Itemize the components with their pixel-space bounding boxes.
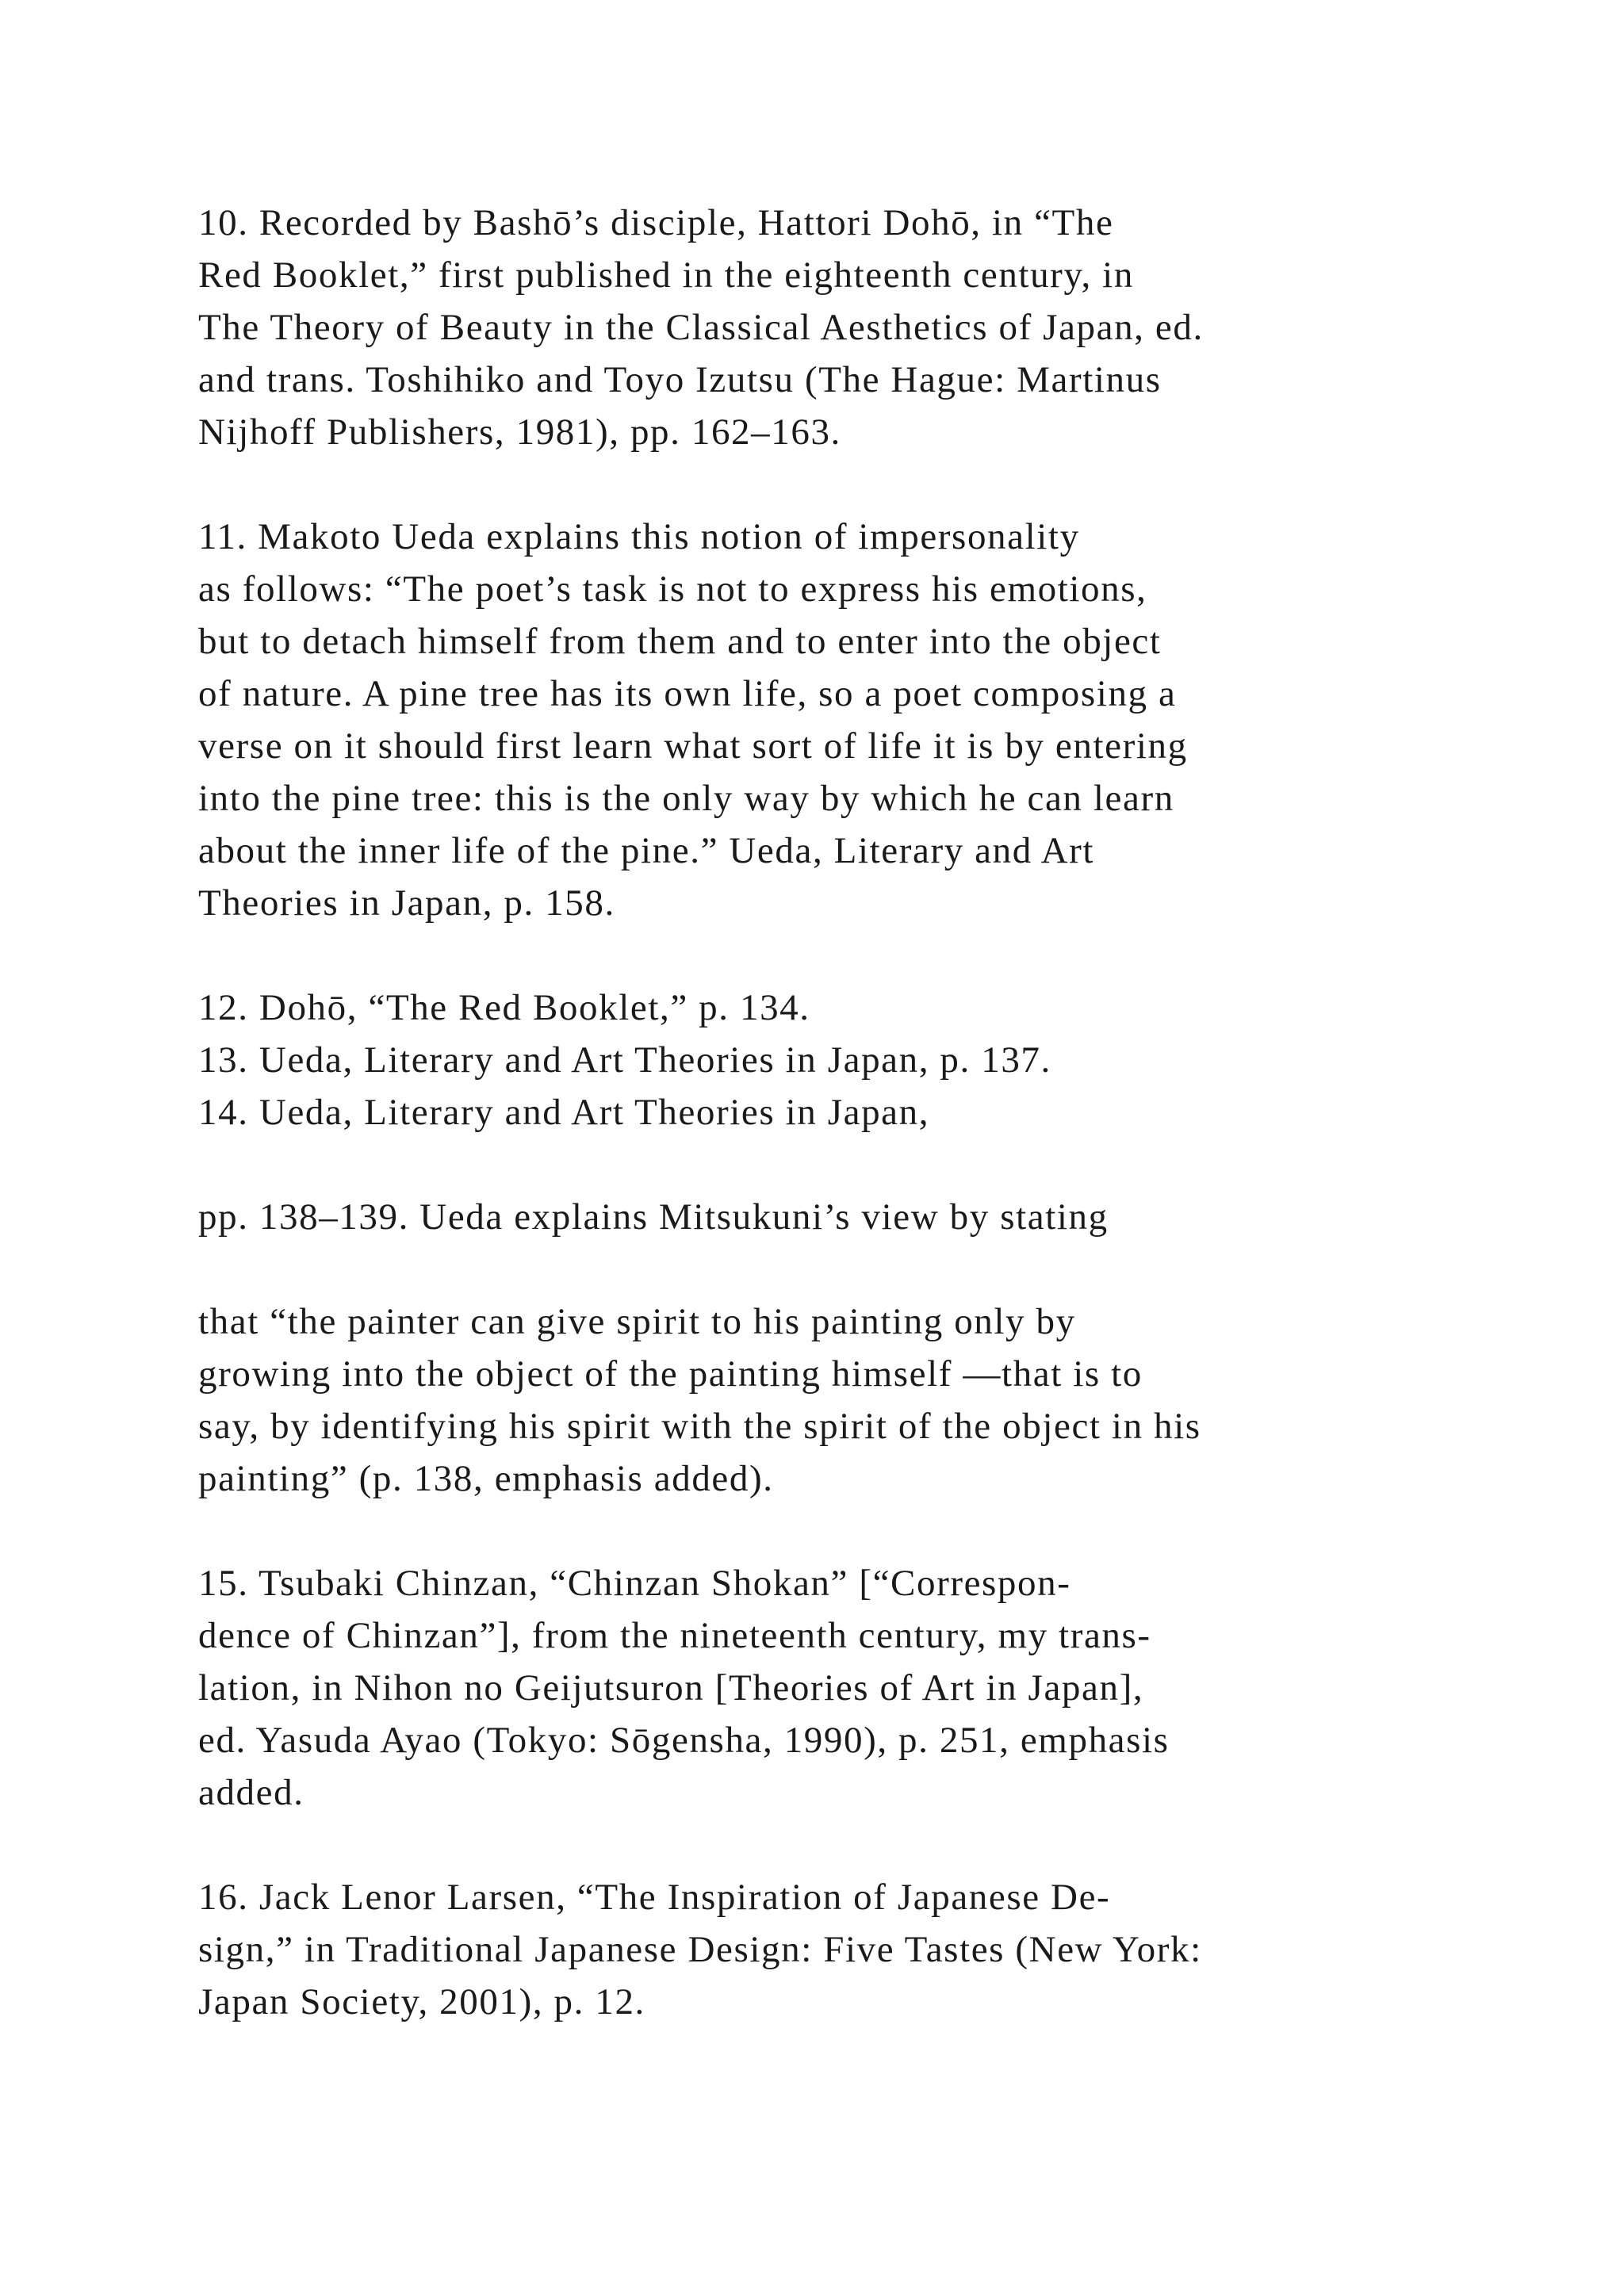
text-line: 10. Recorded by Bashō’s disciple, Hattori Dohō, in “The [198, 202, 1114, 243]
paragraph-gap [198, 1819, 1435, 1871]
text-line: 16. Jack Lenor Larsen, “The Inspiration of Japanese De- [198, 1877, 1111, 1918]
endnotes-block [198, 197, 1435, 2028]
text-line: but to detach himself from them and to enter into the object [198, 621, 1162, 662]
endnote-10 [198, 197, 1435, 458]
text-line: Theories in Japan, p. 158. [198, 882, 615, 924]
text-line: about the inner life of the pine.” Ueda, Literary and Art [198, 830, 1095, 871]
text-line: verse on it should first learn what sort of life it is by entering [198, 725, 1188, 767]
endnotes-12-14 [198, 982, 1435, 1138]
text-line: 12. Dohō, “The Red Booklet,” p. 134. [198, 987, 810, 1028]
paragraph-gap [198, 929, 1435, 982]
paragraph-gap [198, 1505, 1435, 1557]
paragraph-gap [198, 458, 1435, 511]
text-line: 14. Ueda, Literary and Art Theories in Japan, [198, 1092, 930, 1133]
text-line: dence of Chinzan”], from the nineteenth century, my trans- [198, 1615, 1151, 1656]
text-line: ed. Yasuda Ayao (Tokyo: Sōgensha, 1990), p. 251, emphasis [198, 1720, 1170, 1761]
text-line: The Theory of Beauty in the Classical Aesthetics of Japan, ed. [198, 307, 1204, 348]
text-line: painting” (p. 138, emphasis added). [198, 1458, 774, 1499]
text-line: as follows: “The poet’s task is not to express his emotions, [198, 568, 1147, 610]
text-line: 13. Ueda, Literary and Art Theories in Japan, p. 137. [198, 1039, 1051, 1081]
text-line: 15. Tsubaki Chinzan, “Chinzan Shokan” [“Correspon- [198, 1563, 1071, 1604]
text-line: Nijhoff Publishers, 1981), pp. 162–163. [198, 411, 841, 453]
text-line: Japan Society, 2001), p. 12. [198, 1981, 645, 2022]
text-line: growing into the object of the painting himself —that is to [198, 1353, 1143, 1395]
endnote-16 [198, 1871, 1435, 2028]
paragraph-gap [198, 1243, 1435, 1295]
text-line: added. [198, 1772, 304, 1813]
text-line: that “the painter can give spirit to his painting only by [198, 1301, 1076, 1342]
text-line: say, by identifying his spirit with the spirit of the object in his [198, 1406, 1201, 1447]
text-line: of nature. A pine tree has its own life, so a poet composing a [198, 673, 1177, 714]
endnote-11 [198, 511, 1435, 929]
text-line: 11. Makoto Ueda explains this notion of impersonality [198, 516, 1080, 557]
text-line: pp. 138–139. Ueda explains Mitsukuni’s view by stating [198, 1196, 1109, 1238]
paragraph-gap [198, 1138, 1435, 1191]
text-line: and trans. Toshihiko and Toyo Izutsu (The Hague: Martinus [198, 359, 1162, 400]
endnote-14-continuation [198, 1191, 1435, 1243]
text-line: lation, in Nihon no Geijutsuron [Theories of Art in Japan], [198, 1667, 1144, 1709]
text-line: into the pine tree: this is the only way by which he can learn [198, 778, 1174, 819]
text-line: sign,” in Traditional Japanese Design: Five Tastes (New York: [198, 1929, 1202, 1970]
text-line: Red Booklet,” first published in the eighteenth century, in [198, 254, 1134, 296]
endnote-15 [198, 1557, 1435, 1819]
endnote-14-quote [198, 1295, 1435, 1505]
